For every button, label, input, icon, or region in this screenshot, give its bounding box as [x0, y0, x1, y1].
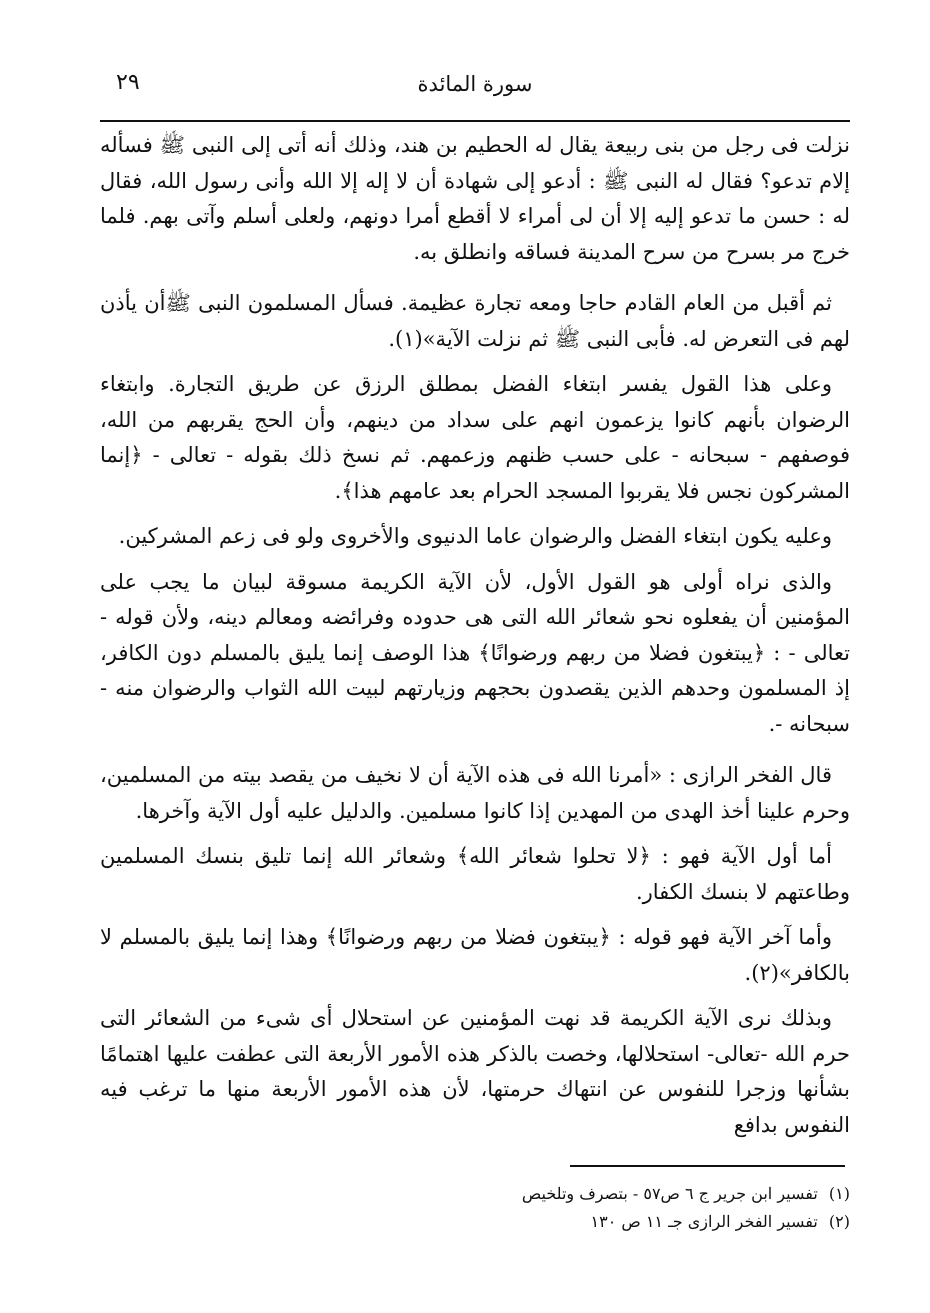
- running-title: سورة المائدة: [417, 72, 533, 96]
- page-number: ٢٩: [116, 70, 140, 95]
- footnote-rule: [570, 1165, 845, 1167]
- paragraph: وعلى هذا القول يفسر ابتغاء الفضل بمطلق الرزق عن طريق التجارة. وابتغاء الرضوان بأنهم كانوا يزعمون انهم على سداد من دينهم، وأن الحج يقربهم من الله، فوصفهم - سبحانه - على حسب ظنهم وزعمهم. ثم نسخ ذلك بقوله - تعالى - ﴿إنما المشركون نجس فلا يقربوا المسجد الحرام بعد عامهم هذا﴾.: [100, 372, 850, 503]
- footnote-text: تفسير الفخر الرازى جـ ١١ ص ١٣٠: [590, 1212, 818, 1231]
- footnote-text: تفسير ابن جرير ج ٦ ص٥٧ - بتصرف وتلخيص: [521, 1184, 818, 1203]
- header-rule: [100, 120, 850, 122]
- footnote: [420, 1208, 850, 1236]
- footnote: [420, 1180, 850, 1208]
- page-header: [100, 70, 850, 120]
- paragraph: قال الفخر الرازى : «أمرنا الله فى هذه الآية أن لا نخيف من يقصد بيته من المسلمين، وحرم علينا أخذ الهدى من المهدين إذا كانوا مسلمين. والدليل عليه أول الآية وآخرها.: [100, 763, 850, 823]
- paragraph: وعليه يكون ابتغاء الفضل والرضوان عاما الدنيوى والأخروى ولو فى زعم المشركين.: [118, 524, 832, 548]
- paragraph: نزلت فى رجل من بنى ربيعة يقال له الحطيم بن هند، وذلك أنه أتى إلى النبى ﷺ فسأله إلام تدعو؟ فقال له النبى ﷺ : أدعو إلى شهادة أن لا إله إلا الله وأنى رسول الله، فقال له : حسن ما تدعو إليه إلا أن لى أمراء لا أقطع أمرا دونهم، ولعلى أسلم وآتى بهم. فلما خرج مر بسرح من سرح المدينة فساقه وانطلق به.: [100, 133, 850, 264]
- paragraph: أما أول الآية فهو : ﴿لا تحلوا شعائر الله﴾ وشعائر الله إنما تليق بنسك المسلمين وطاعتهم لا بنسك الكفار.: [100, 844, 850, 904]
- paragraph: والذى نراه أولى هو القول الأول، لأن الآية الكريمة مسوقة لبيان ما يجب على المؤمنين أن يفعلوه نحو شعائر الله التى هى حدوده وفرائضه ومعالم دينه، ولأن قوله - تعالى - : ﴿يبتغون فضلا من ربهم ورضوانًا﴾ هذا الوصف إنما يليق بالمسلم دون الكافر، إذ المسلمون وحدهم الذين يقصدون بحجهم وزيارتهم لبيت الله الثواب والرضوان منه - سبحانه -.: [100, 569, 850, 736]
- paragraph: وأما آخر الآية فهو قوله : ﴿يبتغون فضلا من ربهم ورضوانًا﴾ وهذا إنما يليق بالمسلم لا بالكافر»(٢).: [100, 925, 850, 985]
- footnote-number: (٢): [828, 1212, 850, 1231]
- paragraph: ثم أقبل من العام القادم حاجا ومعه تجارة عظيمة. فسأل المسلمون النبى ﷺأن يأذن لهم فى التعرض له. فأبى النبى ﷺ ثم نزلت الآية»(١).: [100, 291, 850, 351]
- body-text: [100, 128, 850, 1153]
- paragraph: وبذلك نرى الآية الكريمة قد نهت المؤمنين عن استحلال أى شىء من الشعائر التى حرم الله -تعالى- استحلالها، وخصت بالذكر هذه الأمور الأربعة التى عطفت عليها اهتمامًا بشأنها وزجرا للنفوس عن انتهاك حرمتها، لأن هذه الأمور الأربعة منها ما ترغب فيه النفوس بدافع: [100, 1006, 850, 1137]
- footnote-number: (١): [828, 1184, 850, 1203]
- footnotes: [420, 1180, 850, 1236]
